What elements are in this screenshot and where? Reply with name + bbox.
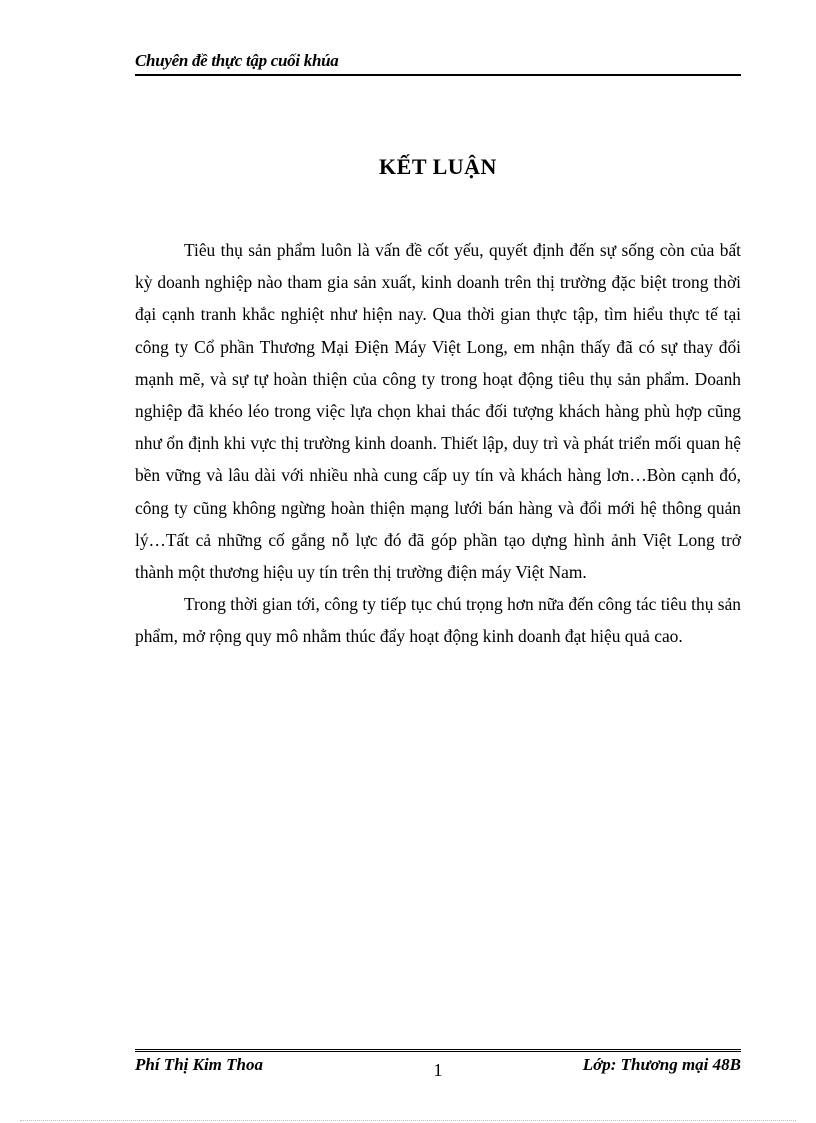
document-body: [135, 234, 741, 653]
page-footer: [135, 1049, 741, 1082]
paragraph: Trong thời gian tới, công ty tiếp tục chú trọng hơn nữa đến công tác tiêu thụ sản phẩm, mở rộng quy mô nhằm thúc đẩy hoạt động kinh doanh đạt hiệu quả cao.: [135, 594, 741, 647]
section-heading: KẾT LUẬN: [379, 154, 497, 179]
page-edge-divider: [20, 1120, 796, 1121]
page-number: 1: [433, 1060, 443, 1080]
page-header: [135, 48, 741, 76]
footer-author: Phí Thị Kim Thoa: [135, 1055, 263, 1074]
footer-class: Lớp: Thương mại 48B: [582, 1055, 741, 1074]
paragraph: Tiêu thụ sản phẩm luôn là vấn đề cốt yếu, quyết định đến sự sống còn của bất kỳ doanh nghiệp nào tham gia sản xuất, kinh doanh trên thị trường đặc biệt trong thời đại cạnh tranh khắc nghiệt như hiện nay. Qua thời gian thực tập, tìm hiểu thực tế tại công ty Cổ phần Thương Mại Điện Máy Việt Long, em nhận thấy đã có sự thay đổi mạnh mẽ, và sự tự hoàn thiện của công ty trong hoạt động tiêu thụ sản phẩm. Doanh nghiệp đã khéo léo trong việc lựa chọn khai thác đối tượng khách hàng phù hợp cũng như ổn định khi vực thị trường kinh doanh. Thiết lập, duy trì và phát triển mối quan hệ bền vững và lâu dài với nhiều nhà cung cấp uy tín và khách hàng lơn…Bòn cạnh đó, công ty cũng không ngừng hoàn thiện mạng lưới bán hàng và đổi mới hệ thông quản lý…Tất cả những cố gắng nỗ lực đó đã góp phần tạo dựng hình ảnh Việt Long trở thành một thương hiệu uy tín trên thị trường điện máy Việt Nam.: [135, 240, 741, 583]
header-title: Chuyên đề thực tập cuối khúa: [135, 51, 339, 70]
